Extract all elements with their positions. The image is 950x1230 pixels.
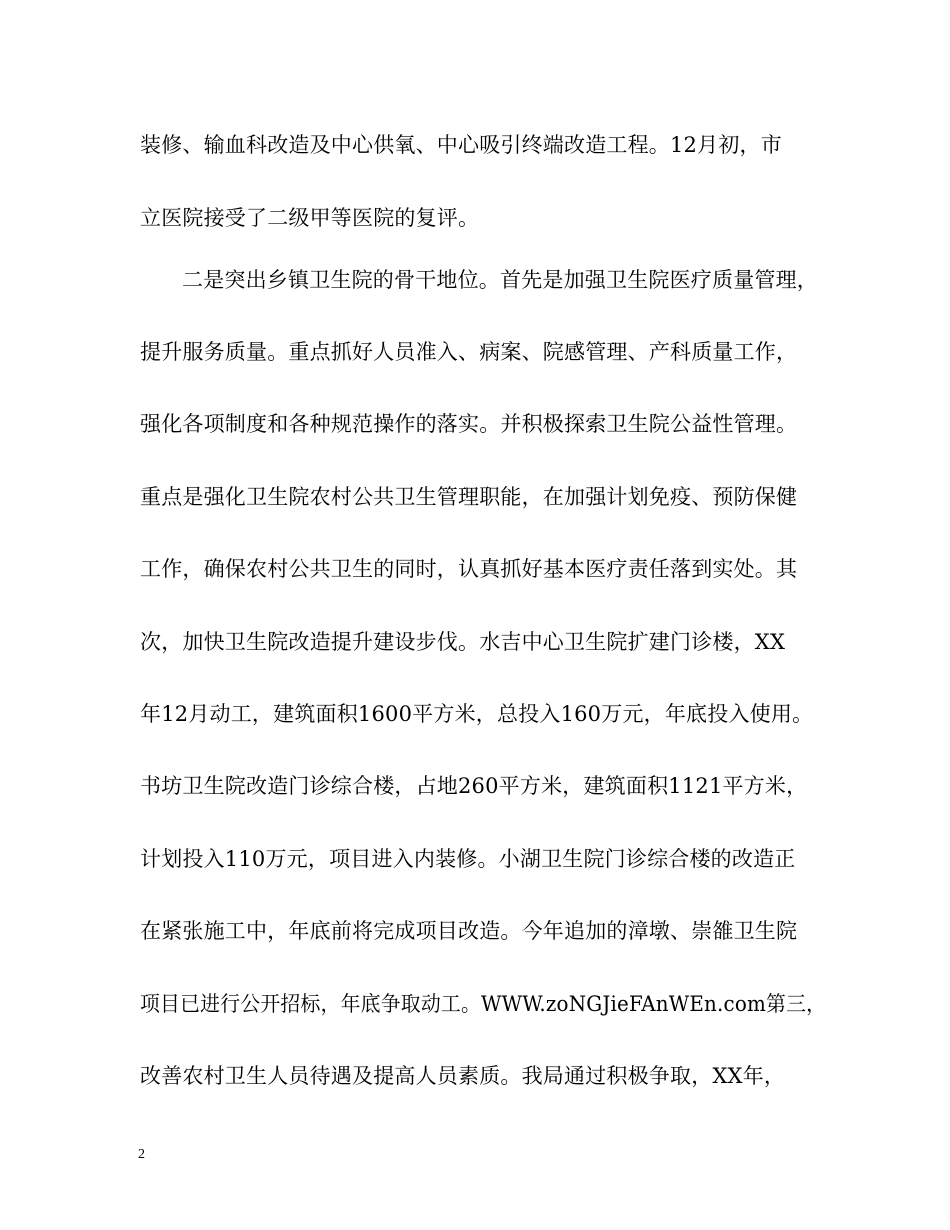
text-line: 装修、输血科改造及中心供氧、中心吸引终端改造工程。12月初，市 xyxy=(140,133,782,157)
text-line: 工作，确保农村公共卫生的同时，认真抓好基本医疗责任落到实处。其 xyxy=(140,557,798,581)
text-line: 在紧张施工中，年底前将完成项目改造。今年追加的漳墩、崇雒卫生院 xyxy=(140,919,798,943)
paragraph-first-line: 二是突出乡镇卫生院的骨干地位。首先是加强卫生院医疗质量管理， xyxy=(182,268,818,292)
text-line: 次，加快卫生院改造提升建设步伐。水吉中心卫生院扩建门诊楼，XX xyxy=(140,630,786,654)
text-line: 重点是强化卫生院农村公共卫生管理职能，在加强计划免疫、预防保健 xyxy=(140,485,798,509)
page-number: 2 xyxy=(138,1147,145,1162)
text-line: 改善农村卫生人员待遇及提高人员素质。我局通过积极争取，XX年， xyxy=(140,1064,786,1088)
text-line: 项目已进行公开招标，年底争取动工。WWW.zoNGJieFAnWEn.com第三， xyxy=(140,992,827,1016)
text-line: 书坊卫生院改造门诊综合楼，占地260平方米，建筑面积1121平方米， xyxy=(140,774,808,798)
text-line: 计划投入110万元，项目进入内装修。小湖卫生院门诊综合楼的改造正 xyxy=(140,847,796,871)
text-line: 立医院接受了二级甲等医院的复评。 xyxy=(140,206,480,230)
text-line: 年12月动工，建筑面积1600平方米，总投入160万元，年底投入使用。 xyxy=(140,702,814,726)
text-line: 提升服务质量。重点抓好人员准入、病案、院感管理、产科质量工作， xyxy=(140,340,798,364)
text-line: 强化各项制度和各种规范操作的落实。并积极探索卫生院公益性管理。 xyxy=(140,412,798,436)
